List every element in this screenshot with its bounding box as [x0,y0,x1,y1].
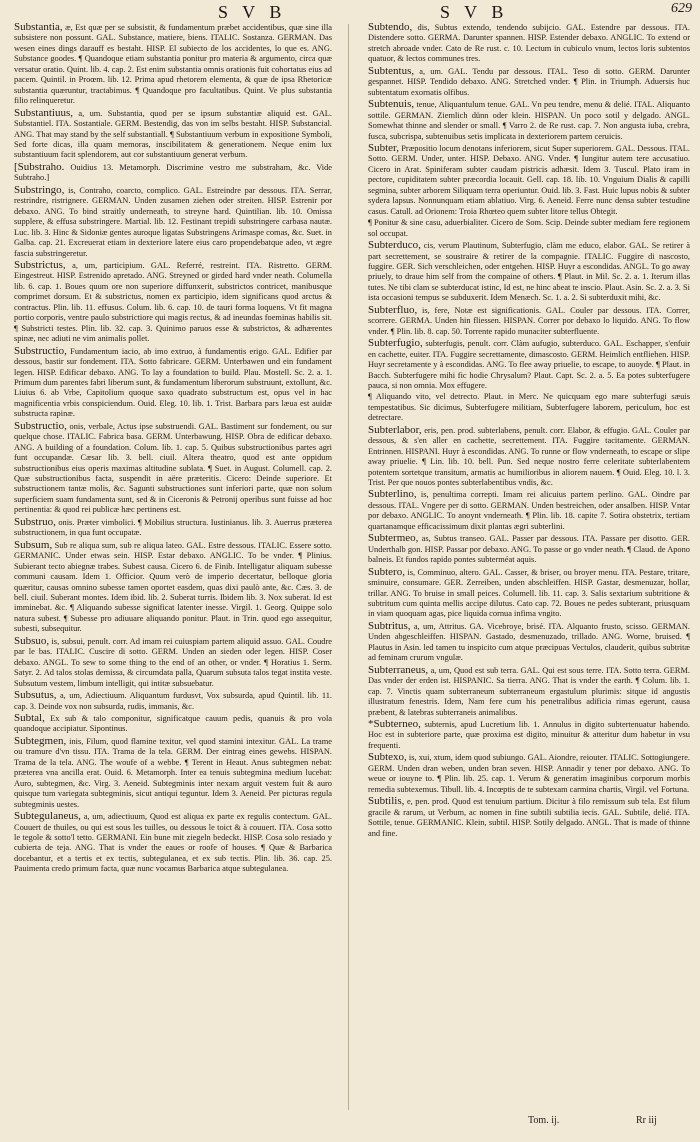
entry-headword: Subtermeo, [368,532,419,545]
entry-text: subternis, apud Lucretium lib. 1. Annulus in digito subtertenuatur habendo. Hoc est in subteriore parte, quæ proxima est digito, minuitur & atteritur dum habetur in vsu frequenti. [368,720,690,750]
dictionary-entry [368,22,690,65]
entry-text: Ex sub & talo componitur, significatque cauum pedis, quanuis & pro vola quandoque accipiatur. Sipontinus. [14,714,332,734]
entry-headword: Subtentus, [368,64,415,77]
entry-text: tenue, Aliquantulum tenue. GAL. Vn peu tendre, menu & delié. ITAL. Aliquanto sottile. GERMAN. Ziemlich dünn oder klein. HISPAN. Un poco sotil y delgado. ANGL. Somewhat thinne and slender or small. ¶ Varro 2. de Re rust. cap. 7. Non angusta iuba, crebra, fusca, subcrispa, subtenuibus setis implicata in dexteriorem partem ceruicis. [368,100,690,141]
page-number: 629 [671,1,692,16]
entry-text: a, um, Quod est sub terra. GAL. Qui est sous terre. ITA. Sotto terra. GERM. Das vnder der erden ist. HISPANIC. Sa tierra. ANG. That is vnder the earth. ¶ Colum. lib. 1. cap. 7. Vinctis quam subterraneum subterraneum ergastulum plurimis: sitque id angustis illustratum fenestris. Idem, Nam fere cum his penetralibus adificia rimas egerunt, causa præbent, & latebras subterraneis animalibus. [368,665,690,717]
signature-mark: Rr iij [636,1115,657,1126]
dictionary-entry [368,218,690,239]
dictionary-entry [14,346,332,420]
entry-headword: Substantiuus, [14,106,73,119]
entry-text: a, um, adiectiuum, Quod est aliqua ex parte ex regulis contectum. GAL. Couuert de thuiles, ou qui est sous les tuilles, ou dessous le toict & à couuert. ITA. Cosa sotto le tegole & sotto'l tetto. GERMANI. Ein bune mit ziegeln bedeckt. HISP. Cosa solo resiado y cubierta de teja. ANG. That is vnder the eaues or roofe of houses. ¶ Quæ & Barbarica docebantur, et a tertis et ex tectis, subtegulanea, et ex sub tectis. Plin. lib. 36. cap. 25. Pauimenta credo primum facta, quæ nunc vocamus Barbarica atque subtegulanea. [14,812,332,874]
entry-headword: Subtegulaneus, [14,810,81,823]
entry-headword: Subtilis, [368,795,405,808]
entry-headword: Subter, [368,141,400,154]
entry-text: æ, Est quæ per se subsistit, & fundamentum præbet accidentibus, quæ sine illa subsistere non possunt. GAL. Substance, matiere, biens. ITALIC. Sostanza. GERMAN. Das wesen eines dings darauff es bestaht. HISP. El subiecto de los accidentes, lo que es. ANG. Substance goodes. ¶ Quandoque etiam substantia ponitur pro materia & argumento, circa quæ versatur oratio. Quint. lib. 4. cap. 2. Est enim substantia omnis orationis fuit cohortatus eius ad pacem. Quintil. in Proœm. lib. 12. Prima apud rhetorem elementa, & quæ de ipsa Rhetoricæ substantia quæruntur, tractabimus. ¶ Quandoque pro facultatibus. Quint. Ve plus substantia filio relinqueretur. [14,23,332,106]
dictionary-entry [368,796,690,839]
dictionary-entry [14,22,332,107]
entry-headword: Substantia, [14,22,63,33]
entry-headword: *Subterneo, [368,718,421,730]
right-column [368,22,690,1110]
entry-headword: Subtendo, [368,22,413,33]
dictionary-entry [14,421,332,516]
running-head-left: S V B [218,2,287,22]
dictionary-entry [368,567,690,620]
dictionary-entry [368,305,690,337]
dictionary-entry [368,99,690,142]
entry-headword: Substruo, [14,515,56,528]
entry-text: a, um, Attritus. GA. Vicebroye, brisé. ITA. Alquanto frusto, scisso. GERMAN. Unden abgeschleiffen. HISPAN. Gastado, desmenuzado, trillado. ANG. Worne, bruised. ¶ Plautus in Asin. led tamen tu inspicito cum atque præcipuas Vectulos, clauderit, quibus subtritæ ad feminam crurum vngulæ. [368,621,690,663]
entry-headword: Subtegmen, [14,734,67,747]
tome-label: Tom. ij. [528,1115,560,1126]
entry-headword: Subterfluo, [368,303,418,316]
entry-text: eris, pen. prod. subterlabens, penult. corr. Elabor, & effugio. GAL. Couler par dessous, & s'en aller en cachette, secrettement. ITA. Fuggire tacitamente. GERMAN. Entrinnen. HISPANI. Huyr à escondidas. ANG. To runne or flow vnderneath, to escape or slipe away priuelie. ¶ Lin. lib. 10. bell. Pun. Sed neque nostro ferre celeritate subterlabentem potentem sortetque transitum, armatis ac humilioribus in aliorem nauem. ¶ Ouid. Eleg. 10. l. 3. Trist. Per que nouos pontes subterlabentibus vndis, &c. [368,425,690,488]
entry-headword: Subtal, [14,712,45,724]
entry-text: onis. Præter vimbolici. ¶ Mobilius structura. Iustinianus. lib. 3. Auerrus præterea substructionem, in qua funt occupatæ. [14,517,332,538]
entry-text: a, um. Substantia, quod per se ipsum substantiæ aliquid est. GAL. Substantiel. ITA. Sostantiale. GERM. Bestendig, das von im selbs bestaht. HISP. Substancial. ANG. That may stand by the self substantiall. ¶ Substantiuum verbum in expositione Symboli, Sed forte dicas, illa quam memoras, inscibilitatem & generationem. Neque enim lux substantiuum facit splendorem, aut cor substantiuum generat verbum. [14,108,332,160]
entry-headword: Subterfugio, [368,337,423,350]
entry-text: cis, verum Plautinum, Subterfugio, clàm me educo, elabor. GAL. Se retirer à part secrettement, se soustraire & retirer de la compagnie. ITALIC. Fuggire di nascosto, fuggire. GER. Sich verschleichen, oder entgehen. HISP. Huyr a escondidas. ANGL. To go away priuely, to draue him self from the compaine of others. ¶ Plaut. in Mil. Sc. 2. a. 1. Iterum illas tutes. Ne tibi clam se subterducat istinc, Id est, ne hinc abeat te inscio. Plaut. Asin. Sc. 2. a. 3. Si ista occasioni tempus se subduxerit. Idem Menæch. Sc. 1. a. 2. Si subterduxit mihi, &c. [368,241,690,303]
column-divider [348,24,349,1110]
dictionary-entry [368,489,690,532]
entry-text: ¶ Ponitur & sine casu, aduerbialiter. Cicero de Som. Scip. Deinde subter mediam fere regionem sol occupat. [368,218,690,238]
entry-text: is, subsui, penult. corr. Ad imam rei cuiuspiam partem aliquid assuo. GAL. Coudre par le bas. ITALIC. Cuscire di sotto. GERM. Unden an sieden oder legen. HISP. Coser debaxo. ANGL. To sew to some thing to the end of an other, or vnder. ¶ Horatius 1. Serm. Satyr. 2. Ad talos stolas demissa, & circumdata palla, Quarum subsuta talos tegat instita veste. Subsutum vestem, limbum intelligit, qui intitæ subsuebatur. [14,636,332,688]
entry-headword: Subterlabor, [368,423,422,436]
entry-text: a, um, Adiectiuum. Aliquantum furdusvt, Vox subsurda, apud Quintil. lib. 11. cap. 3. Deinde vox non subsurda, rudis, immanis, &c. [14,691,332,711]
entry-headword: Subtritus, [368,619,411,632]
dictionary-entry [14,636,332,689]
dictionary-entry [14,517,332,539]
entry-text: Ouidius 13. Metamorph. Discrimine vestro me substraham, &c. Vide Subtraho.] [14,162,332,183]
entry-text: Sub re aliqua sum, sub re aliqua lateo. GAL. Estre dessous. ITALIC. Essere sotto. GERMANIC. Under etwas sein. HISP. Estar debaxo. ANGLIC. To be vnder. ¶ Plinius. Subierant tecto abiegnæ trabes. Subest causa. Cicero 6. de Finib. Intelligatur aliquam subesse communi causam. Idem 1. Officior. Quum verò de imperio decertatur, belloque gloria quæritur, causas omnino subesse tamen oportet easdem, quas dixi paulò ante, &c. Cæs. 3. de bell. ciuil. Suberant montes. Idem ibid. lib. 2. Suberat turris. Ibidem lib. 3. Nox suberat. Id est imminebat. &c. ¶ Aliquando subesse significat latenter inesse. Virgil. 1. Georg. Quippe solo natura subest. ¶ Subesse pro adiuuare aliquando ponitur. Plaut. in Trin. quod ego assequitur, subesti, subsequitur. [14,540,332,634]
entry-headword: Subsum, [14,538,53,551]
page-footer [368,1115,690,1129]
entry-text: ¶ Aliquando vito, vel detrecto. Plaut. in Merc. Ne quicquam ego mare subterfugi sæuis tempestatibus. Sic dicimus, Subterfugere militiam, Subterfugere laborem, periculum, hoc est detrectare. [368,392,690,423]
entry-headword: Substringo, [14,183,65,196]
entry-headword: Subsutus, [14,689,57,702]
entry-text: onis, verbale, Actus ipse substruendi. GAL. Bastiment sur fondement, ou sur quelque chose. ITALIC. Fabrica basa. GERM. Unterbawung. HISP. Obra de edificar debaxo. ANG. A building of a foundation. Colum. lib. 1. cap. 5. Quibus substructionibus partes agri funt occupandæ. Cæsar lib. 3. bell. ciuil. Altera theatro, quod est ante oppidum substructionibus eius operis maximas altitudine sublata. ¶ Suet. in August. Columell. cap. 2. Quæ substructionibus facta, suspendit in aëre præteritis. Cicero: Deinde superiore. Et substructionem tantæ molis, &c. Sagunti substructiones sunt inferiori parte, quæ non solum superficiem suam fundamenta sunt, sed & in Ciceronis & Petronij operibus sunt fuisse ad hoc pertinentia: & quod rei publicæ hæc pertinens est. [14,421,332,515]
dictionary-entry [368,665,690,718]
dictionary-entry [368,240,690,304]
entry-text: is, Contraho, coarcto, complico. GAL. Estreindre par dessous. ITA. Serrar, restrindre, ristrignere. GERMAN. Unden zusamen ziehen oder streiten. HISP. Estrenir por debaxo. ANG. To bind straitly underneath, to streyne hard. Quintilian. lib. 10. Omissa supplere, & effusa substringere. Martial. lib. 12. Festinant trepidi substringere carbasa nautæ. Luc. lib. 3. Hinc & Sidoniæ gentes auroque ligatas Substringens Arimaspe comas, &c. Suet. in Galba. cap. 21. Excreuerat etiam in dexteriore latere eius caro propendebatque adeo, vt ægre fascia substringeretur. [14,185,332,258]
running-head-right: S V B [440,2,509,22]
entry-text: Præpositio locum denotans inferiorem, sicut Super superiorem. GAL. Dessous. ITAL. Sotto. GERM. Under, unter. HISP. Debaxo. ANG. Vnder. ¶ Iungitur autem tere accusatiuo. Cicero in Arat. Spiniferam subter caudam pistricis adhæsit. Idem 3. Tuscul. Plato iram in pectore, cupiditatem subter præcordia locauit. Gell. cap. 18. lib. 10. Vnguium Dialis & capilli segmina, subter arborem Siliquam terra operiuntur. Ouid. lib. 3. Fast. Huic lupus nobis & subter sydera lapsus. Nonnunquam etiam ablatiuo. Virg. 6. Aeneid. Ferre nunc densa subter testudine casus. Catull. ad Orionem: Troia Rhœteo quem subter litore tellus Obtegit. [368,143,690,216]
dictionary-entry [14,690,332,712]
entry-text: as, Subtus transeo. GAL. Passer par dessous. ITA. Passare per disotto. GER. Underthalb gon. HISP. Passar por debaxo. ANG. To passe or go vnder neath. ¶ Claud. de Apono balneis. Et fundos rapido pontes subterméat aquis. [368,534,690,565]
entry-text: Fundamentum iacio, ab imo extruo, à fundamentis erigo. GAL. Edifier par dessous, bastir sur fondement. ITA. Sotto fabricare. GERM. Unterbawen und ein fundament legen. HISP. Edificar debaxo. ANG. To lay a foundation to build. Plau. Mostell. Sc. 2. a. 1. Primum dum parentes fabri liberum sunt, & fundamentum liberorum substruunt, extollunt, &c. Liuius 6. ab Vrbe, Capitolium quoque saxo quadrato substructum est, opus vel in hac magnificentia vrbis conspiciendum. Ouid. Eleg. 10. lib. 1. Trist. Barbara pars læua est auidæ substructa rapinæ. [14,346,332,419]
entry-headword: [Substraho. [14,160,65,173]
entry-text: is, fere, Notæ est significationis. GAL. Couler par dessous. ITA. Correr, scorrere. GERMA. Unden hin fliessen. HISPAN. Correr por debaxo lo liquido. ANG. To flow vnder. ¶ Plin. lib. 8. cap. 50. Torrente rapido munaciter subterfluente. [368,305,690,336]
dictionary-entry [14,260,332,345]
dictionary-entry [368,425,690,489]
dictionary-entry [368,752,690,795]
dictionary-entry [368,338,690,391]
entry-headword: Subterduco, [368,239,421,252]
entry-headword: Substructio, [14,419,67,432]
dictionary-entry [14,811,332,875]
entry-text: inis, Filum, quod flamine texitur, vel quod stamini intexitur. GAL. La trame ou tramure d'vn tissu. ITA. Trama de la tela. GERM. Der eintrag eines gewebs. HISPAN. Trama de la tela. ANG. The woufe of a webbe. ¶ Terent in Heaut. Anus subtegmen nebat: præterea vna ancilla erat. Ouid. 6. Metamorph. Inter ea tenuis subtegmina medium lucebat: Auro, subtegmen, &c. Virg. 3. Aeneid. Subtegminis inter nexam arguit vestem fuit & auro quisque tum variegata subtegminis, sicut antiqui teguntur. Idem 3. Aeneid. Per picturas regula subtegminis uestes. [14,736,332,809]
dictionary-entry [368,66,690,98]
entry-text: is, Comminuo, altero. GAL. Casser, & briser, ou broyer menu. ITA. Pestare, tritare, sminuire, consumare. GER. Zerreiben, unden abschleiffen. HISP. Gastar, desmenuzar, hollar, trillar. ANG. To bruise in small peices. Columell. lib. 11. cap. 3. Salis sextarium subtritione & subtritum cum quinta mellis accipe dilutus. Cato cap. 72. Boues ne pedes subterant, priusquam in viam quoquam agas, pice liquida cornua infima vngito. [368,567,690,619]
dictionary-entry [14,162,332,184]
entry-headword: Subterraneus, [368,663,429,676]
entry-text: is, xui, xtum, idem quod subiungo. GAL. Aiondre, reiouter. ITALIC. Sottogiungere. GERM. Unden dran weben, unden bran seven. HISP. Annadir y tener por debaxo. ANG. To weue or iouyne to. ¶ Plin. lib. 25. cap. 1. Verum & generatim imaginibus corporum morbis remedia subtexemus. Tibull. lib. 4. Incœptis de te subtexam carmina chartis, Virgil. vel Fortuna. [368,753,690,794]
entry-text: a, um, participium. GAL. Referré, restreint. ITA. Ristretto. GERM. Eingestreut. HISP. Estrenido apretado. ANG. Streyned or girded hard vnder neath. Columella lib. 6. cap. 1. Boues quum ore non superiore diffunxerit, substrictos contricet, manibusque comprimet dorsum. Et & substrictus, nomen ex participio, idem significans quod arctus & contractus. Plin. lib. 11. effusus. Colum. lib. 6. cap. 10. de tauri forma loquens. Vt fit magna portio corporis, ventre paulo substrictiore qui magis rectus, & ad ineundas foeminas habilis sit. ¶ Substricti testes. Plin. lib. 32. cap. 3. Quinimo paruos esse & substrictos, & adhærentes spinæ, nec adiuti ne vim animalis pollet. [14,260,332,344]
entry-text: subterfugis, penult. corr. Clàm aufugio, subterduco. GAL. Eschapper, s'enfuir en cachette, euiter. ITA. Fuggire secrettamente, dimascosto. GERM. Heimlich entfliehen. HISP. Huyr secretamente y à escondidas. ANG. To flee away priuelie, to escape, to auoyde. ¶ Plaut. in Bacch. Subterfugere mihi fic hodie Chrysalum? Plaut. Capt. Sc. 2. a. 5. Ea potes subterfugere pauca, si non omnia. Mox effugere. [368,339,690,390]
entry-text: is, penultima correpti. Imam rei alicuius partem perlino. GAL. Oindre par dessous. ITAL. Vngere per di sotto. GERMAN. Unden bestreichen, oder ansalben. HISP. Vntar por debaxo. ANGLIC. To anoynt vnderneath. ¶ Plin. lib. 18. capite 7. Sotira obstetrix, tertiam quartanamque efficacissimum dixit plantas ægri subterlini. [368,490,690,531]
entry-headword: Subtexo, [368,751,407,764]
entry-headword: Subsuo, [14,634,50,647]
dictionary-entry [368,392,690,423]
entry-headword: Subterlino, [368,488,417,501]
dictionary-entry [368,719,690,751]
dictionary-entry [14,736,332,810]
entry-headword: Substrictus, [14,258,66,271]
entry-text: dis, Subtus extendo, tendendo subijcio. GAL. Estendre par dessous. ITA. Distendere sotto. GERMA. Darunter spannen. HISP. Estender debaxo. ANGLIC. To extend or stretch abroade vnder. Cato de Re rust. c. 10. Lectum in cubiculo vnum, lectos loris subtentos quatuor, & lectos communes tres. [368,23,690,64]
dictionary-entry [368,533,690,565]
dictionary-entry [368,143,690,217]
dictionary-entry [368,621,690,664]
dictionary-entry [14,185,332,259]
dictionary-entry [14,713,332,735]
entry-headword: Subtero, [368,565,405,578]
entry-text: a, um. GAL. Tendu par dessous. ITAL. Teso di sotto. GERM. Darunter gespannet. HISP. Tendido debaxo. ANG. Stretched vnder. ¶ Plin. in Triumph. Aduersis huc subtentatum exornatis olfibus. [368,66,690,97]
entry-headword: Substructio, [14,344,67,357]
dictionary-entry [14,108,332,161]
dictionary-entry [14,540,332,635]
entry-headword: Subtenuis, [368,98,415,111]
entry-text: e, pen. prod. Quod est tenuium partium. Dicitur à filo remissum sub tela. Est filum gracile & rarum, ut Verbum, ac nomen in fine subtili subtilia iecis. GAL. Subtile, delié. ITA. Sottile, tenue. GERMANIC. Klein, subtil. HISP. Sotily delgado. ANGL. That is made of thinne and fine. [368,797,690,838]
left-column [14,22,332,1110]
